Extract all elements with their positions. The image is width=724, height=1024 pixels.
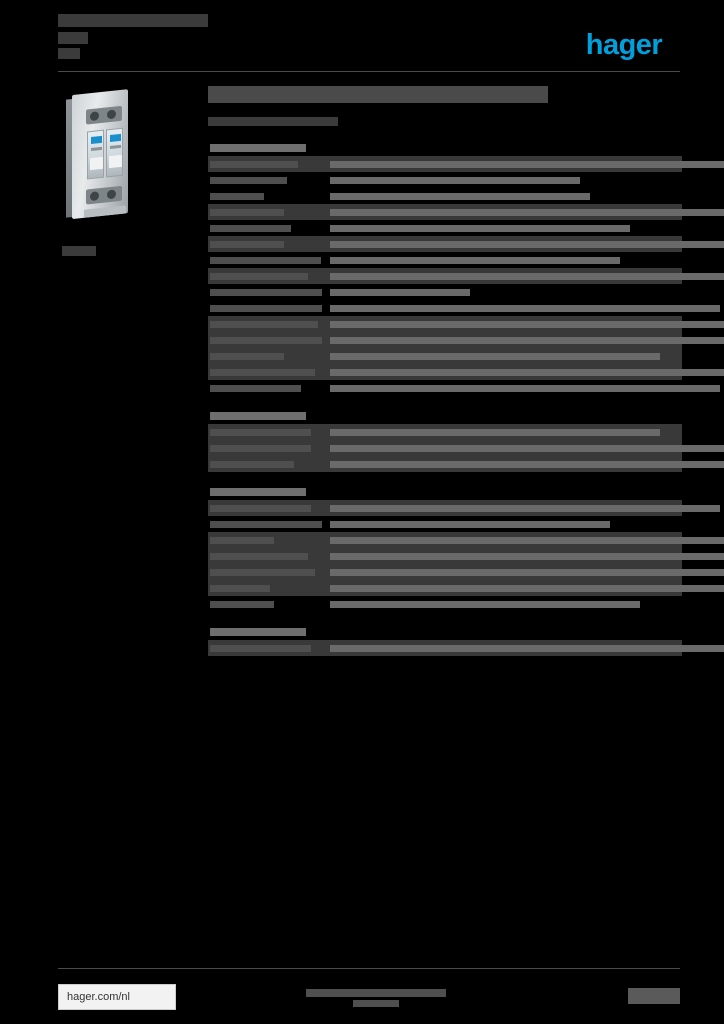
table-row bbox=[208, 516, 682, 532]
table-row bbox=[208, 364, 682, 380]
spec-value bbox=[330, 268, 682, 284]
table-row bbox=[208, 440, 682, 456]
spec-value-bar bbox=[330, 521, 610, 528]
spec-label-bar bbox=[210, 645, 311, 652]
spec-label-bar bbox=[210, 209, 284, 216]
table-row bbox=[208, 596, 682, 612]
spec-value-bar bbox=[330, 193, 590, 200]
website-button[interactable] bbox=[58, 984, 176, 1010]
table-row bbox=[208, 532, 682, 548]
device-module-1 bbox=[87, 130, 104, 180]
spec-value bbox=[330, 440, 682, 456]
document-type-label bbox=[58, 14, 208, 27]
section-heading-bar bbox=[210, 488, 306, 496]
spec-value bbox=[330, 456, 682, 472]
spec-value bbox=[330, 236, 682, 252]
spec-label bbox=[208, 564, 330, 580]
spec-label bbox=[208, 424, 330, 440]
spec-value-bar bbox=[330, 429, 660, 436]
spec-value-bar bbox=[330, 337, 724, 344]
spec-label bbox=[208, 596, 330, 612]
module-label bbox=[90, 157, 103, 170]
spec-value bbox=[330, 220, 682, 236]
spec-value bbox=[330, 156, 682, 172]
spec-value-bar bbox=[330, 305, 720, 312]
status-window-icon bbox=[110, 134, 121, 142]
spec-label-bar bbox=[210, 569, 315, 576]
spec-label bbox=[208, 332, 330, 348]
website-label: hager.com/nl bbox=[67, 991, 130, 1003]
spec-value bbox=[330, 332, 682, 348]
spec-label bbox=[208, 348, 330, 364]
spec-value bbox=[330, 284, 682, 300]
table-row bbox=[208, 220, 682, 236]
table-row bbox=[208, 316, 682, 332]
section-spacer bbox=[208, 472, 682, 484]
spec-value-bar bbox=[330, 289, 470, 296]
spec-value bbox=[330, 172, 682, 188]
footer-year-line bbox=[353, 1000, 399, 1007]
spec-value bbox=[330, 500, 682, 516]
table-row bbox=[208, 156, 682, 172]
header-divider bbox=[58, 71, 680, 72]
table-row bbox=[208, 236, 682, 252]
spec-value bbox=[330, 596, 682, 612]
spec-label-bar bbox=[210, 429, 311, 436]
module-slot bbox=[110, 145, 121, 149]
spec-label bbox=[208, 252, 330, 268]
footer-address-line bbox=[306, 989, 446, 997]
table-row bbox=[208, 456, 682, 472]
section-heading-row bbox=[208, 624, 682, 640]
device-body bbox=[72, 89, 128, 219]
spec-value-bar bbox=[330, 585, 724, 592]
section-heading bbox=[208, 624, 330, 640]
table-row bbox=[208, 500, 682, 516]
spec-value bbox=[330, 640, 682, 656]
spec-value-bar bbox=[330, 241, 724, 248]
table-row bbox=[208, 424, 682, 440]
spec-value bbox=[330, 316, 682, 332]
spec-label-bar bbox=[210, 369, 315, 376]
spec-value-bar bbox=[330, 445, 724, 452]
spec-label-bar bbox=[210, 337, 322, 344]
spec-value-bar bbox=[330, 385, 720, 392]
document-code bbox=[58, 32, 88, 44]
section-heading-filler bbox=[330, 140, 682, 156]
section-spacer-cell bbox=[208, 612, 682, 624]
table-row bbox=[208, 380, 682, 396]
specification-table-body bbox=[208, 140, 682, 656]
section-heading-filler bbox=[330, 408, 682, 424]
spec-label bbox=[208, 300, 330, 316]
spec-label-bar bbox=[210, 289, 322, 296]
product-image bbox=[58, 86, 178, 226]
spec-value-bar bbox=[330, 321, 724, 328]
spec-value bbox=[330, 548, 682, 564]
document-header bbox=[58, 14, 680, 66]
spec-value bbox=[330, 252, 682, 268]
spec-label-bar bbox=[210, 585, 270, 592]
spec-label bbox=[208, 204, 330, 220]
spec-label bbox=[208, 188, 330, 204]
spec-label bbox=[208, 532, 330, 548]
table-row bbox=[208, 188, 682, 204]
spec-label-bar bbox=[210, 321, 318, 328]
spec-label-bar bbox=[210, 461, 294, 468]
section-heading bbox=[208, 408, 330, 424]
spec-label bbox=[208, 380, 330, 396]
table-row bbox=[208, 252, 682, 268]
module-label bbox=[109, 155, 122, 168]
spec-label-bar bbox=[210, 193, 264, 200]
spec-value-bar bbox=[330, 369, 724, 376]
spec-value-bar bbox=[330, 601, 640, 608]
hager-logo-text: hager bbox=[585, 28, 663, 61]
spec-label-bar bbox=[210, 537, 274, 544]
document-code-secondary bbox=[58, 48, 80, 59]
table-row bbox=[208, 348, 682, 364]
section-spacer-cell bbox=[208, 396, 682, 408]
spec-value bbox=[330, 300, 682, 316]
table-row bbox=[208, 640, 682, 656]
page-title bbox=[208, 86, 548, 103]
device-markings bbox=[84, 205, 126, 217]
section-heading-filler bbox=[330, 484, 682, 500]
device-bottom-terminal bbox=[86, 186, 122, 205]
spec-value-bar bbox=[330, 161, 724, 168]
spec-label-bar bbox=[210, 257, 321, 264]
device-top-terminal bbox=[86, 106, 122, 125]
section-heading-filler bbox=[330, 624, 682, 640]
spec-label bbox=[208, 548, 330, 564]
table-row bbox=[208, 548, 682, 564]
spec-label bbox=[208, 364, 330, 380]
spec-value-bar bbox=[330, 353, 660, 360]
spec-label-bar bbox=[210, 505, 311, 512]
document-footer bbox=[58, 984, 680, 1010]
section-heading-bar bbox=[210, 412, 306, 420]
spec-value bbox=[330, 204, 682, 220]
spec-label-bar bbox=[210, 305, 322, 312]
page-subtitle bbox=[208, 117, 338, 126]
table-row bbox=[208, 204, 682, 220]
spec-label bbox=[208, 220, 330, 236]
spec-value-bar bbox=[330, 177, 580, 184]
section-heading-row bbox=[208, 484, 682, 500]
table-row bbox=[208, 332, 682, 348]
spec-label-bar bbox=[210, 553, 308, 560]
spec-value bbox=[330, 188, 682, 204]
device-module-2 bbox=[106, 128, 123, 178]
spec-label bbox=[208, 456, 330, 472]
page-number bbox=[628, 988, 680, 1004]
spec-value bbox=[330, 380, 682, 396]
spec-label bbox=[208, 172, 330, 188]
footer-company-info bbox=[306, 989, 446, 1007]
section-heading-bar bbox=[210, 144, 306, 152]
spec-value bbox=[330, 516, 682, 532]
spec-value bbox=[330, 564, 682, 580]
spec-label-bar bbox=[210, 241, 284, 248]
spec-value-bar bbox=[330, 273, 724, 280]
spec-value-bar bbox=[330, 537, 724, 544]
spec-label bbox=[208, 284, 330, 300]
table-row bbox=[208, 268, 682, 284]
spec-value bbox=[330, 532, 682, 548]
spec-label bbox=[208, 500, 330, 516]
spec-label bbox=[208, 516, 330, 532]
hager-logo bbox=[568, 30, 680, 60]
section-heading bbox=[208, 484, 330, 500]
spec-value bbox=[330, 424, 682, 440]
spec-value-bar bbox=[330, 257, 620, 264]
spec-label-bar bbox=[210, 521, 322, 528]
section-heading-row bbox=[208, 140, 682, 156]
spec-label-bar bbox=[210, 225, 291, 232]
section-spacer-cell bbox=[208, 472, 682, 484]
spec-label-bar bbox=[210, 385, 301, 392]
spec-value-bar bbox=[330, 461, 724, 468]
table-row bbox=[208, 300, 682, 316]
spec-label-bar bbox=[210, 177, 287, 184]
spec-label-bar bbox=[210, 445, 311, 452]
figure-caption bbox=[62, 246, 96, 256]
spec-value bbox=[330, 364, 682, 380]
spec-value-bar bbox=[330, 505, 720, 512]
spec-value-bar bbox=[330, 209, 724, 216]
spec-label bbox=[208, 580, 330, 596]
table-row bbox=[208, 564, 682, 580]
content-column bbox=[208, 86, 680, 656]
section-heading bbox=[208, 140, 330, 156]
spec-label-bar bbox=[210, 273, 308, 280]
spec-value-bar bbox=[330, 569, 724, 576]
table-row bbox=[208, 284, 682, 300]
spec-value-bar bbox=[330, 225, 630, 232]
spec-label bbox=[208, 156, 330, 172]
surge-arrester-device-illustration bbox=[66, 84, 136, 223]
spec-value-bar bbox=[330, 553, 724, 560]
spec-label bbox=[208, 236, 330, 252]
specification-table bbox=[208, 140, 682, 656]
section-spacer bbox=[208, 396, 682, 408]
spec-value bbox=[330, 348, 682, 364]
spec-label bbox=[208, 440, 330, 456]
section-heading-bar bbox=[210, 628, 306, 636]
section-spacer bbox=[208, 612, 682, 624]
spec-label-bar bbox=[210, 161, 298, 168]
table-row bbox=[208, 172, 682, 188]
spec-label bbox=[208, 640, 330, 656]
status-window-icon bbox=[91, 136, 102, 144]
spec-label bbox=[208, 268, 330, 284]
module-slot bbox=[91, 147, 102, 151]
footer-divider bbox=[58, 968, 680, 969]
spec-label-bar bbox=[210, 601, 274, 608]
spec-value-bar bbox=[330, 645, 724, 652]
spec-value bbox=[330, 580, 682, 596]
section-heading-row bbox=[208, 408, 682, 424]
spec-label-bar bbox=[210, 353, 284, 360]
spec-label bbox=[208, 316, 330, 332]
table-row bbox=[208, 580, 682, 596]
